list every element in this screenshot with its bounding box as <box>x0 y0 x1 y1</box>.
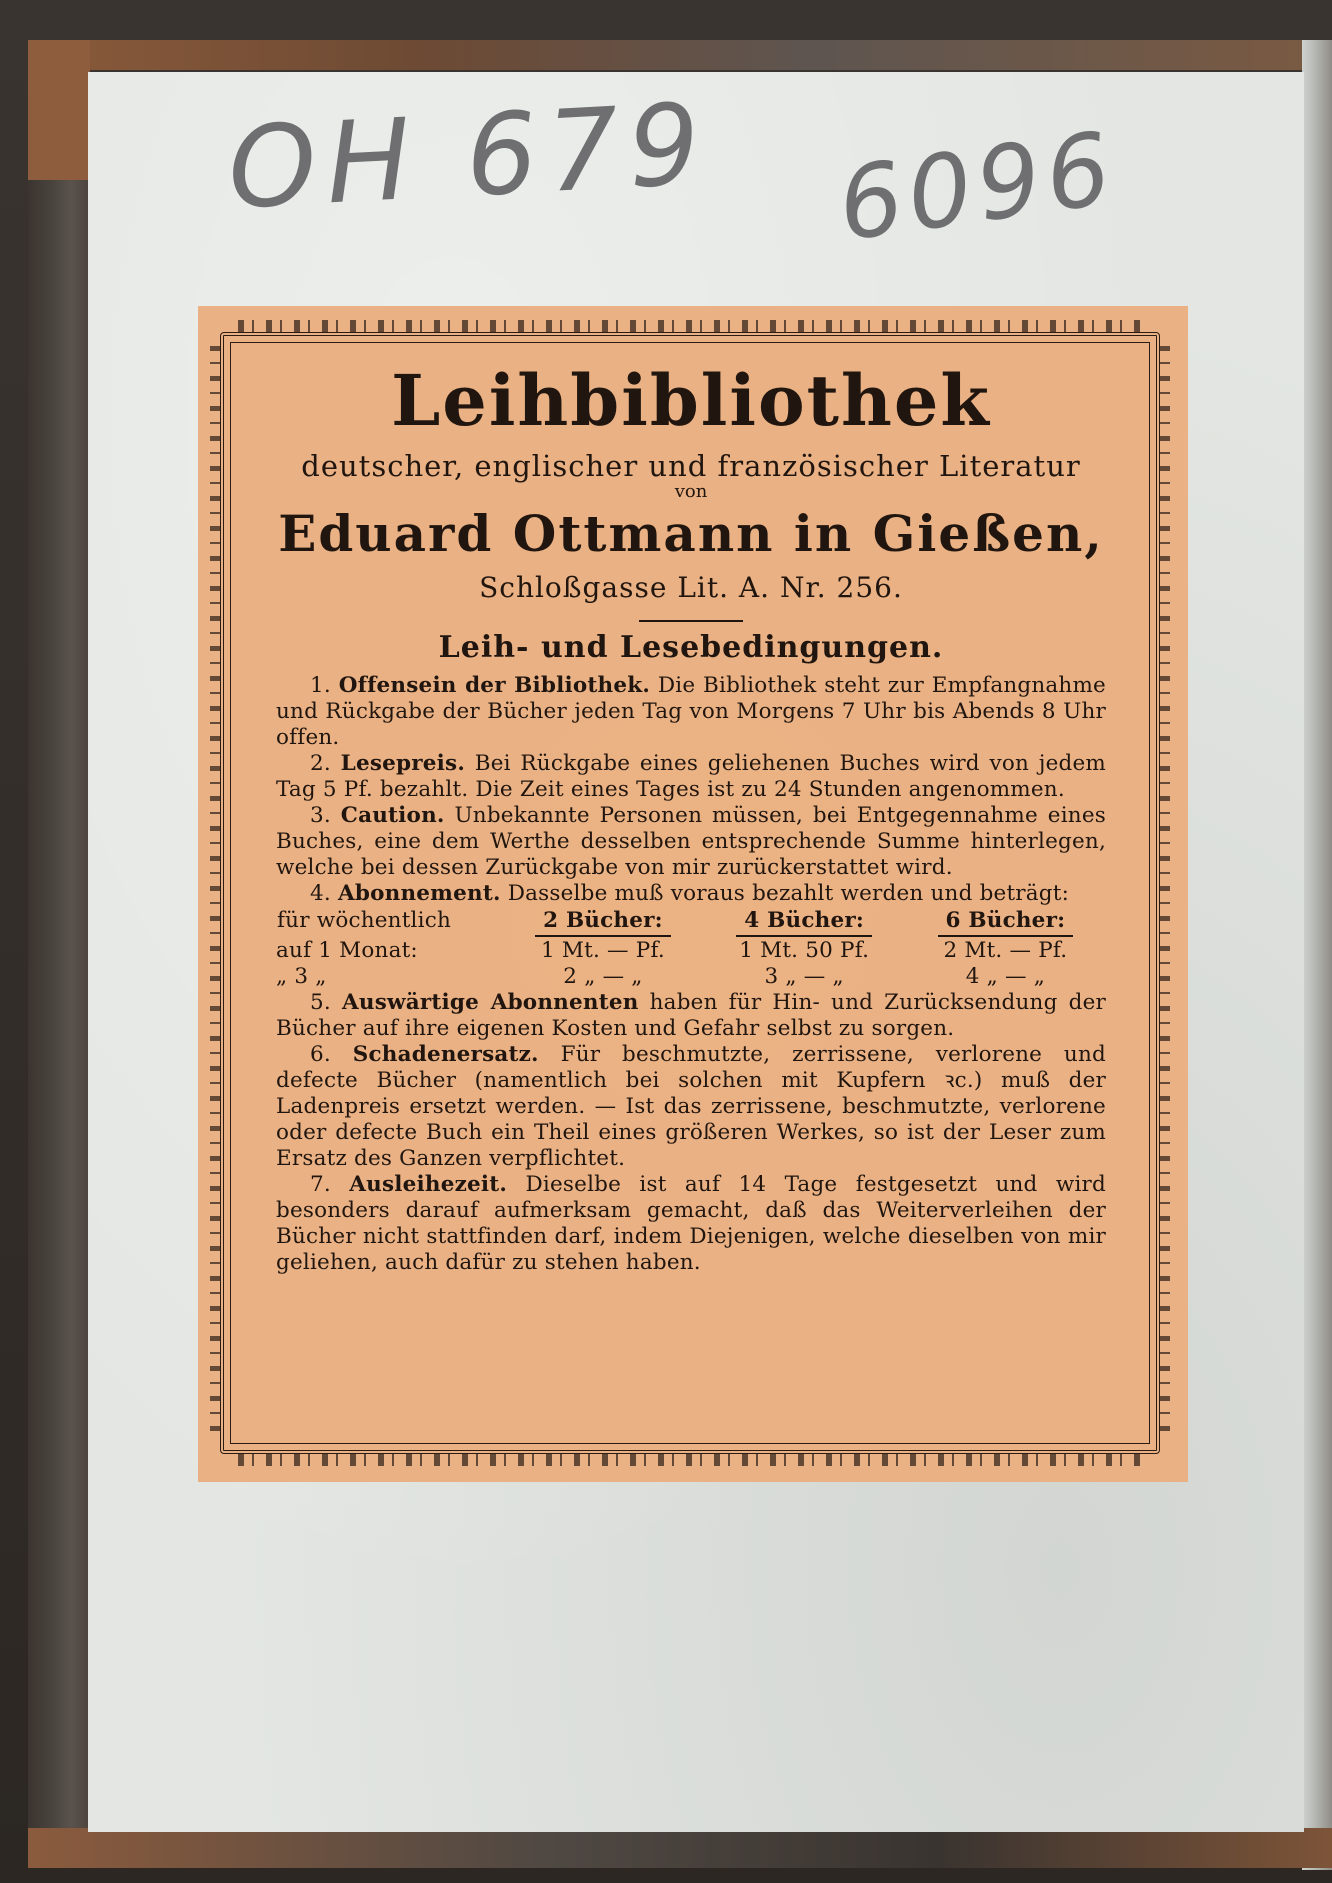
condition-title: Lesepreis. <box>340 751 466 776</box>
frame-ornament-bottom <box>238 1454 1142 1466</box>
frame-ornament-right <box>1160 346 1170 1438</box>
condition-number: 1. <box>310 673 331 698</box>
library-label <box>198 306 1188 1482</box>
label-subtitle: deutscher, englischer und französischer Literatur <box>301 449 1081 483</box>
condition-item <box>276 990 1106 1042</box>
subscription-price: 1 Mt. 50 Pf. <box>739 938 870 963</box>
condition-number: 7. <box>310 1172 331 1197</box>
pencil-number: 6096 <box>831 109 1124 264</box>
condition-title: Offensein der Bibliothek. <box>338 673 651 698</box>
subscription-header: 6 Bücher: <box>905 907 1106 938</box>
subscription-period: auf 1 Monat: <box>276 938 418 963</box>
condition-number: 3. <box>310 803 331 828</box>
condition-title: Abonnement. <box>337 881 501 906</box>
subscription-header-row <box>276 907 1106 938</box>
condition-item <box>276 803 1106 881</box>
frame-ornament-top <box>238 320 1142 332</box>
subscription-price: 1 Mt. — Pf. <box>541 938 665 963</box>
cover-board-spine-edge <box>28 40 90 1840</box>
condition-number: 6. <box>310 1042 331 1067</box>
condition-text: Die Bibliothek steht zur Empfangnahme und Rückgabe der Bücher jeden Tag von Morgens 7 Uhr bis Abends 8 Uhr offen. <box>276 673 1106 750</box>
library-owner: Eduard Ottmann in Gießen, <box>278 504 1104 563</box>
condition-item <box>276 1042 1106 1172</box>
subscription-row <box>276 964 1106 990</box>
label-content <box>276 359 1106 1276</box>
condition-text: Für beschmutzte, zerrissene, verlorene und defecte Bücher (namentlich bei solchen mit Kupfern ꝛc.) muß der Ladenpreis ersetzt werden. — Ist das zerrissene, beschmutzte, verlorene oder defecte Buch ein Theil eines größeren Werkes, so ist der Leser zum Ersatz des Ganzen verpflichtet. <box>276 1042 1106 1171</box>
leather-corner <box>28 40 90 180</box>
condition-text: haben für Hin- und Zurücksendung der Bücher auf ihre eigenen Kosten und Gefahr selbst zu sorgen. <box>276 990 1106 1041</box>
subscription-header: 4 Bücher: <box>704 907 905 938</box>
condition-title: Auswärtige Abonnenten <box>341 990 639 1015</box>
label-von: von <box>674 481 708 502</box>
condition-number: 2. <box>310 751 331 776</box>
subscription-price: 2 „ — „ <box>563 964 643 989</box>
condition-text: Dieselbe ist auf 14 Tage festgesetzt und wird besonders darauf aufmerksam gemacht, daß das Weiterverleihen der Bücher nicht stattfinden darf, indem Diejenigen, welche dieselben von mir geliehen, auch dafür zu stehen haben. <box>276 1172 1106 1275</box>
condition-item <box>276 1172 1106 1276</box>
cover-board-top-edge <box>30 40 1332 70</box>
pencil-shelfmark: OH 679 <box>224 79 713 235</box>
cover-board-bottom-edge <box>28 1828 1332 1868</box>
condition-title: Caution. <box>340 803 445 828</box>
conditions-list <box>276 673 1106 1276</box>
condition-item <box>276 673 1106 751</box>
condition-text: Bei Rückgabe eines geliehenen Buches wird von jedem Tag 5 Pf. bezahlt. Die Zeit eines Tages ist zu 24 Stunden angenommen. <box>276 751 1106 802</box>
subscription-table <box>276 907 1106 990</box>
condition-number: 5. <box>310 990 331 1015</box>
divider <box>639 620 743 622</box>
condition-title: Schadenersatz. <box>352 1042 539 1067</box>
condition-text: Unbekannte Personen müssen, bei Entgegennahme eines Buches, eine dem Werthe desselben entsprechende Summe hinterlegen, welche bei dessen Zurückgabe von mir zurückerstattet wird. <box>276 803 1106 880</box>
condition-item <box>276 751 1106 803</box>
subscription-header: 2 Bücher: <box>502 907 703 938</box>
frame-ornament-left <box>210 346 220 1438</box>
condition-text: Dasselbe muß voraus bezahlt werden und beträgt: <box>507 881 1070 906</box>
subscription-price: 2 Mt. — Pf. <box>943 938 1068 963</box>
condition-number: 4. <box>310 881 331 906</box>
subscription-row-label: für wöchentlich <box>277 908 452 933</box>
subscription-price: 3 „ — „ <box>764 964 844 989</box>
condition-title: Ausleihezeit. <box>349 1172 508 1197</box>
subscription-row <box>276 938 1106 964</box>
subscription-period: „ 3 „ <box>276 964 327 989</box>
label-title: Leihbibliothek <box>391 359 991 442</box>
condition-item <box>276 881 1106 907</box>
flyleaf-edge <box>1302 40 1332 1870</box>
subscription-price: 4 „ — „ <box>965 964 1046 989</box>
library-address: Schloßgasse Lit. A. Nr. 256. <box>479 571 903 604</box>
conditions-heading: Leih- und Lesebedingungen. <box>438 630 944 665</box>
